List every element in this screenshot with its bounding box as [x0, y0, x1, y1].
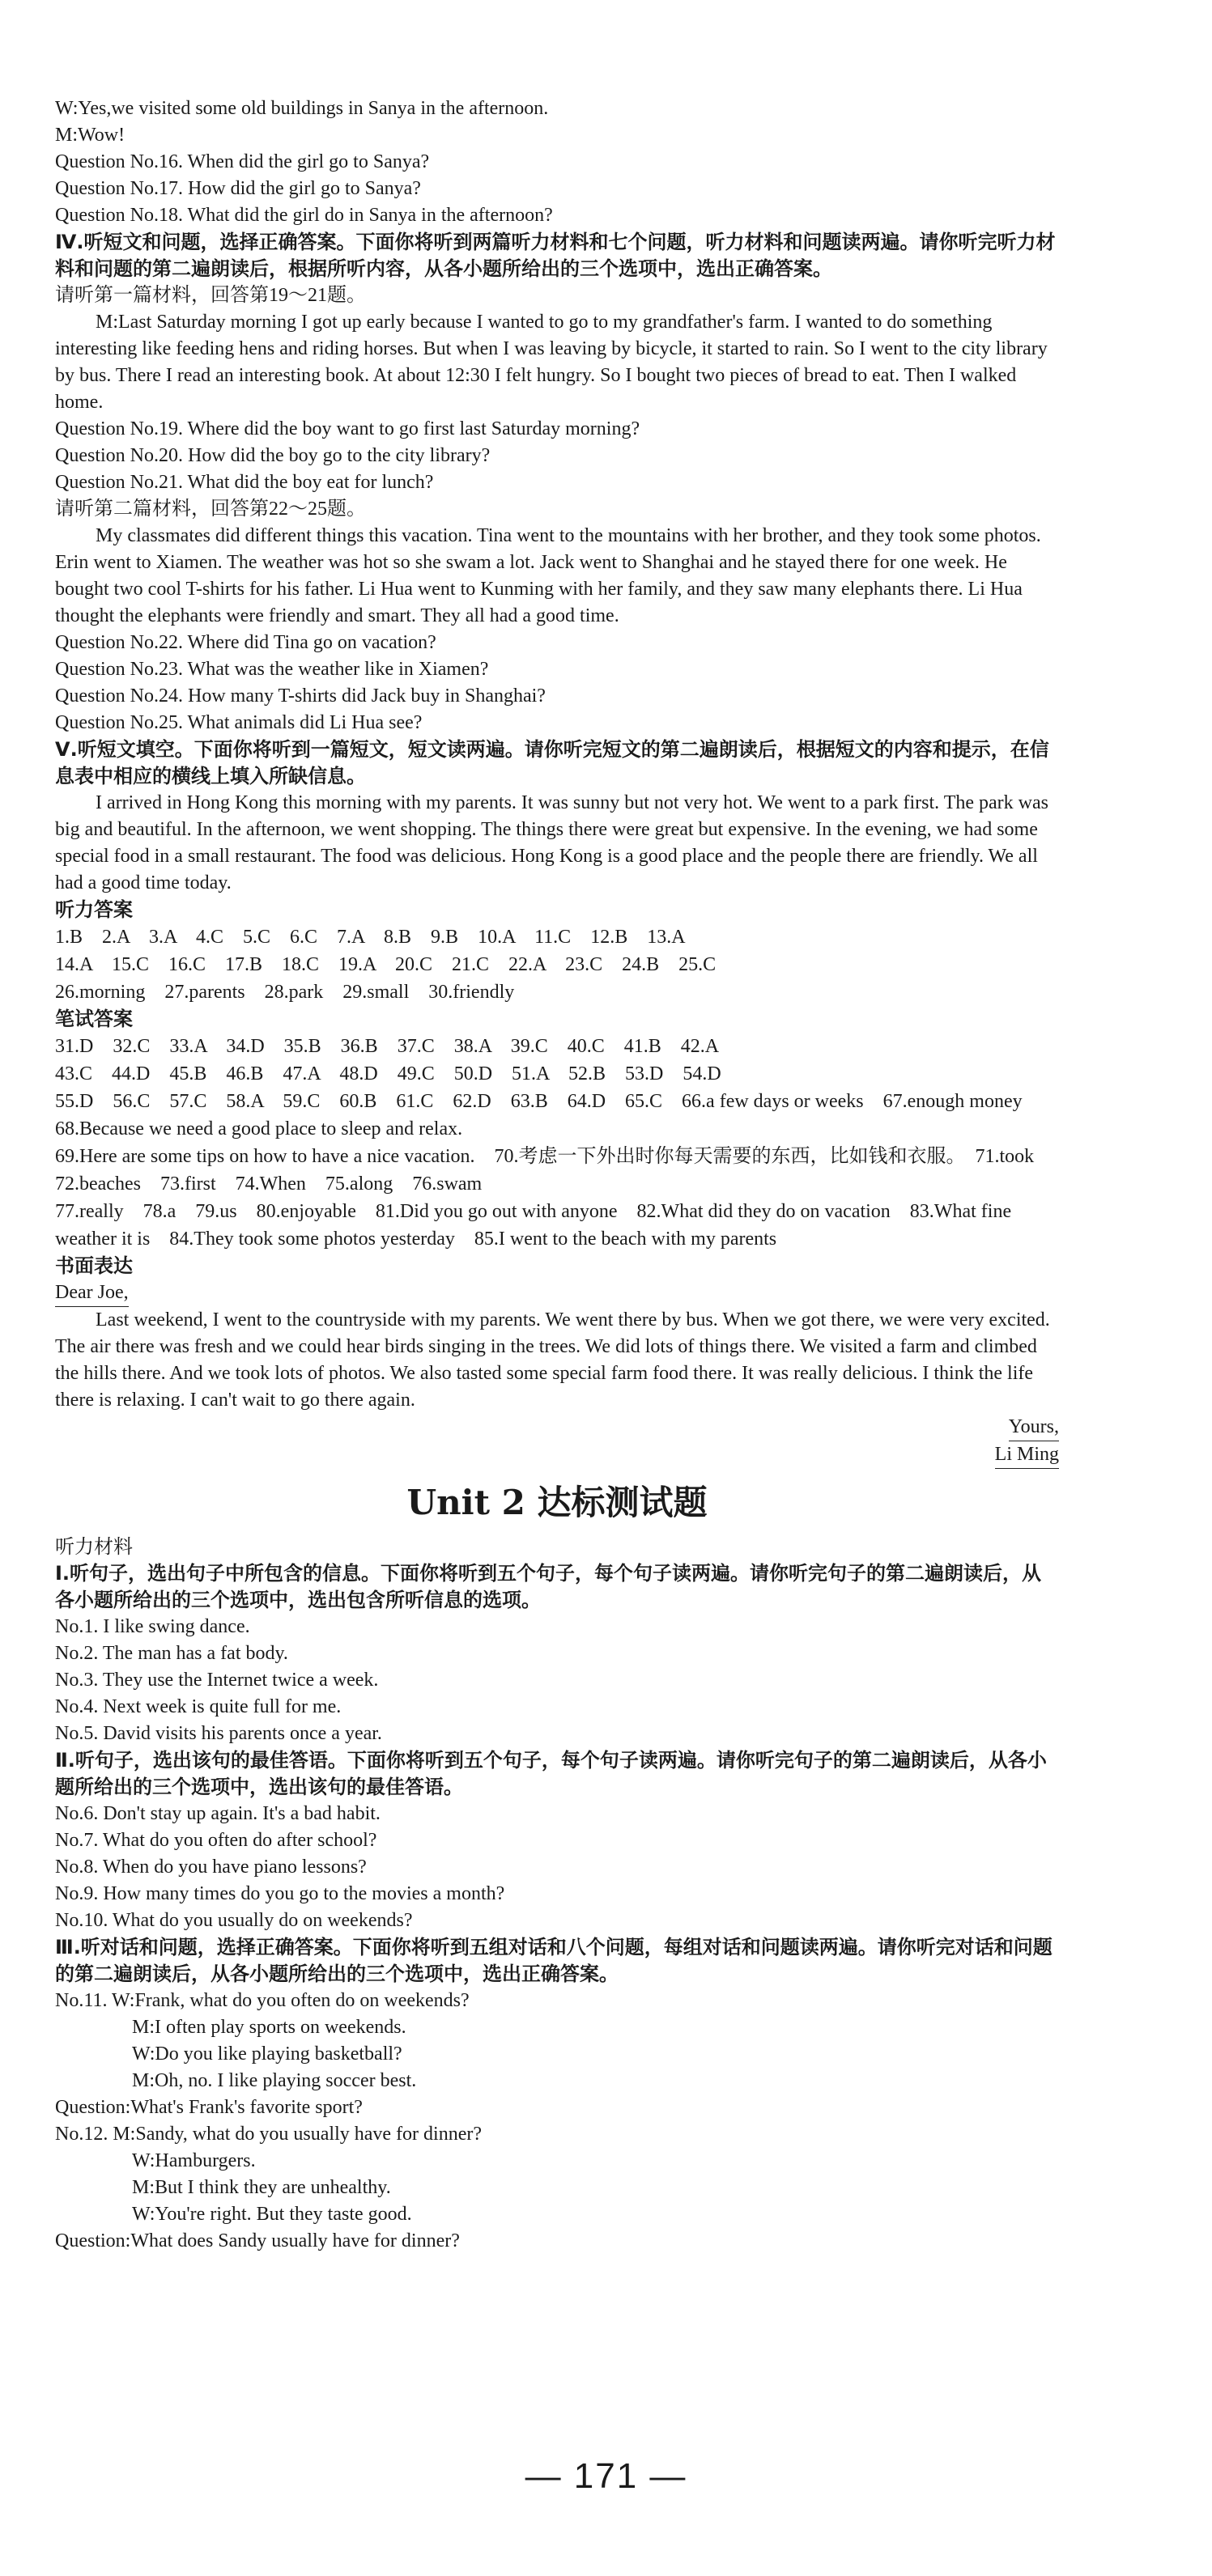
text-line: W:Yes,we visited some old buildings in Sanya in the afternoon. — [55, 98, 549, 119]
section-4-sub1: 请听第一篇材料，回答第19～21题。 — [55, 285, 366, 306]
unit2-section-2-heading: Ⅱ.听句子，选出该句的最佳答语。下面你将听到五个句子，每个句子读两遍。请你听完句子的第二遍朗读后，从各小题所给出的三个选项中，选出该句的最佳答语。 — [55, 1749, 1047, 1798]
answer-row: 14.A 15.C 16.C 17.B 18.C 19.A 20.C 21.C 22.A 23.C 24.B 25.C — [55, 954, 717, 975]
question-line: Question No.25. What animals did Li Hua see? — [55, 712, 423, 733]
unit2-section-3-heading: Ⅲ.听对话和问题，选择正确答案。下面你将听到五组对话和八个问题，每组对话和问题读两遍。请你听完对话和问题的第二遍朗读后，从各小题所给出的三个选项中，选出正确答案。 — [55, 1936, 1053, 1985]
answer-row: 43.C 44.D 45.B 46.B 47.A 48.D 49.C 50.D 51.A 52.B 53.D 54.D — [55, 1063, 721, 1084]
question-line: Question:What does Sandy usually have for dinner? — [55, 2230, 460, 2251]
unit2-section-1-heading: Ⅰ.听句子，选出句子中所包含的信息。下面你将听到五个句子，每个句子读两遍。请你听完句子的第二遍朗读后，从各小题所给出的三个选项中，选出包含所听信息的选项。 — [55, 1562, 1042, 1611]
question-line: Question No.16. When did the girl go to Sanya? — [55, 151, 430, 172]
sentence-line: No.4. Next week is quite full for me. — [55, 1696, 342, 1717]
question-line: Question No.20. How did the boy go to the city library? — [55, 445, 491, 466]
writing-title: 书面表达 — [55, 1254, 133, 1277]
sentence-line: No.6. Don't stay up again. It's a bad habit. — [55, 1803, 381, 1824]
question-line: Question No.23. What was the weather like in Xiamen? — [55, 659, 489, 680]
letter-close: Yours, — [1009, 1414, 1059, 1441]
sentence-line: No.9. How many times do you go to the movies a month? — [55, 1883, 505, 1904]
sentence-line: No.3. They use the Internet twice a week. — [55, 1670, 379, 1691]
answer-row: 1.B 2.A 3.A 4.C 5.C 6.C 7.A 8.B 9.B 10.A 11.C 12.B 13.A — [55, 927, 686, 948]
section-4-sub2: 请听第二篇材料，回答第22～25题。 — [55, 499, 366, 520]
answer-row: 55.D 56.C 57.C 58.A 59.C 60.B 61.C 62.D 63.B 64.D 65.C 66.a few days or weeks 67.enough money 68.Because we need a good place to sleep and relax. — [55, 1091, 1042, 1139]
sentence-line: No.8. When do you have piano lessons? — [55, 1857, 367, 1878]
answer-row: 77.really 78.a 79.us 80.enjoyable 81.Did you go out with anyone 82.What did they do on vacation 83.What fine weather it is 84.They took some photos yesterday 85.I went to the beach with my parents — [55, 1201, 1012, 1250]
letter-signature: Li Ming — [995, 1441, 1059, 1469]
section-5-passage: I arrived in Hong Kong this morning with my parents. It was sunny but not very hot. We went to a park first. The park was big and beautiful. In the afternoon, we went shopping. The things there were great but expensive. In the evening, we had some special food in a small restaurant. The food was delicious. Hong Kong is a good place and the people there are friendly. We all had a good time today. — [55, 792, 1048, 893]
listening-answers-title: 听力答案 — [55, 898, 133, 921]
material-title: 听力材料 — [55, 1535, 133, 1558]
text-line: M:Wow! — [55, 125, 125, 146]
letter-body: Last weekend, I went to the countryside with my parents. We went there by bus. When we got there, we were very excited. The air there was fresh and we could hear birds singing in the trees. We did lots of things there. We visited a farm and climbed the hills there. And we took lots of photos. We also tasted some special farm food there. It was really delicious. I think the life there is relaxing. I can't wait to go there again. — [55, 1309, 1050, 1411]
dialogue-line: No.12. M:Sandy, what do you usually have for dinner? — [55, 2124, 483, 2145]
letter-close-block — [55, 1414, 1059, 1469]
question-line: Question No.18. What did the girl do in Sanya in the afternoon? — [55, 205, 553, 226]
sentence-line: No.7. What do you often do after school? — [55, 1830, 377, 1851]
dialogue-line: W:Hamburgers. — [132, 2150, 256, 2171]
section-5-heading: Ⅴ.听短文填空。下面你将听到一篇短文，短文读两遍。请你听完短文的第二遍朗读后，根据短文的内容和提示，在信息表中相应的横线上填入所缺信息。 — [55, 738, 1049, 787]
question-line: Question No.24. How many T-shirts did Jack buy in Shanghai? — [55, 685, 546, 707]
question-line: Question No.21. What did the boy eat for lunch? — [55, 472, 434, 493]
unit-title: Unit 2 达标测试题 — [406, 1483, 708, 1522]
answer-row: 26.morning 27.parents 28.park 29.small 30.friendly — [55, 982, 515, 1003]
dialogue-line: M:Oh, no. I like playing soccer best. — [132, 2070, 417, 2091]
question-line: Question No.22. Where did Tina go on vacation? — [55, 632, 436, 653]
section-4-passage-1: M:Last Saturday morning I got up early because I wanted to go to my grandfather's farm. I wanted to do something interesting like feeding hens and riding horses. But when I was leaving by bicycle, it started to rain. So I went to the city library by bus. There I read an interesting book. At about 12:30 I felt hungry. So I bought two pieces of bread to eat. Then I walked home. — [55, 312, 1048, 413]
written-answers-title: 笔试答案 — [55, 1008, 133, 1030]
answer-row: 69.Here are some tips on how to have a nice vacation. 70.考虑一下外出时你每天需要的东西，比如钱和衣服。 71.took 72.beaches 73.first 74.When 75.along 76.swam — [55, 1146, 1054, 1195]
sentence-line: No.2. The man has a fat body. — [55, 1643, 288, 1664]
sentence-line: No.5. David visits his parents once a year. — [55, 1723, 382, 1744]
section-4-passage-2: My classmates did different things this vacation. Tina went to the mountains with her brother, and they took some photos. Erin went to Xiamen. The weather was hot so she swam a lot. Jack went to Shanghai and he stayed there for one week. He bought two cool T-shirts for his father. Li Hua went to Kunming with her family, and they saw many elephants there. Li Hua thought the elephants were friendly and smart. They all had a good time. — [55, 525, 1041, 626]
dialogue-line: M:I often play sports on weekends. — [132, 2017, 406, 2038]
question-line: Question No.19. Where did the boy want to go first last Saturday morning? — [55, 418, 640, 439]
dialogue-end — [55, 95, 1059, 229]
question-line: Question:What's Frank's favorite sport? — [55, 2097, 363, 2118]
answer-row: 31.D 32.C 33.A 34.D 35.B 36.B 37.C 38.A 39.C 40.C 41.B 42.A — [55, 1036, 720, 1057]
dialogue-line: W:Do you like playing basketball? — [132, 2043, 402, 2065]
question-line: Question No.17. How did the girl go to Sanya? — [55, 178, 421, 199]
section-4-heading: Ⅳ.听短文和问题，选择正确答案。下面你将听到两篇听力材料和七个问题，听力材料和问题读两遍。请你听完听力材料和问题的第二遍朗读后，根据所听内容，从各小题所给出的三个选项中，选出正确答案。 — [55, 231, 1056, 280]
dialogue-line: M:But I think they are unhealthy. — [132, 2177, 391, 2198]
dialogue-line: W:You're right. But they taste good. — [132, 2204, 412, 2225]
letter-greeting — [55, 1280, 1059, 1307]
sentence-line: No.10. What do you usually do on weekends? — [55, 1910, 413, 1931]
page-number: — 171 — — [525, 2456, 687, 2496]
letter-greeting-text: Dear Joe, — [55, 1280, 129, 1307]
sentence-line: No.1. I like swing dance. — [55, 1616, 250, 1637]
page-content — [55, 95, 1059, 2255]
dialogue-line: No.11. W:Frank, what do you often do on weekends? — [55, 1990, 470, 2011]
